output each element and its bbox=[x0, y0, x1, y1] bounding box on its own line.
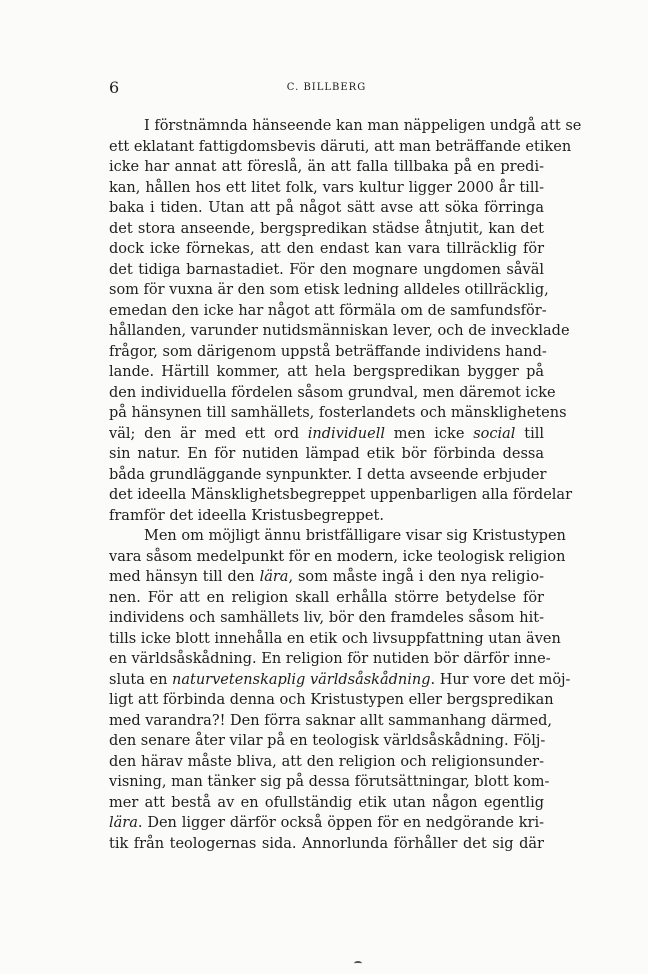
text-line: väl; den är med ett ord individuell men icke social till bbox=[109, 425, 545, 442]
text-line: som för vuxna är den som etisk ledning alldeles otillräcklig, bbox=[109, 282, 549, 298]
text-line: tik från teologernas sida. Annorlunda förhåller det sig där bbox=[109, 835, 544, 852]
text-line: nen. För att en religion skall erhålla större betydelse för bbox=[109, 589, 544, 606]
text-line: vara såsom medelpunkt för en modern, icke teologisk religion bbox=[109, 548, 566, 565]
text-line: ett eklatant fattigdomsbevis däruti, att man beträffande etiken bbox=[109, 138, 572, 155]
text-line: framför det ideella Kristusbegreppet. bbox=[109, 507, 384, 524]
text-line: ligt att förbinda denna och Kristustypen eller bergspredikan bbox=[109, 692, 554, 708]
text-line: kan, hållen hos ett litet folk, vars kultur ligger 2000 år till- bbox=[109, 179, 544, 196]
text-line: den senare åter vilar på en teologisk världsåskådning. Följ- bbox=[109, 733, 546, 749]
text-line: Men om möjligt ännu bristfälligare visar sig Kristustypen bbox=[144, 528, 566, 544]
text-line: båda grundläggande synpunkter. I detta avseende erbjuder bbox=[109, 466, 547, 483]
running-head: C. BILLBERG bbox=[286, 82, 367, 93]
text-line: det ideella Mänsklighetsbegreppet uppenbarligen alla fördelar bbox=[109, 487, 572, 503]
text-line: den härav måste bliva, att den religion och religionsunder- bbox=[109, 753, 544, 770]
text-line: den individuella fördelen såsom grundval, men däremot icke bbox=[109, 384, 556, 401]
text-line: I förstnämnda hänseende kan man näppeligen undgå att se bbox=[144, 118, 582, 134]
page-header bbox=[109, 78, 544, 98]
text-line: icke har annat att föreslå, än att falla tillbaka på en predi- bbox=[109, 159, 544, 175]
text-line: på hänsynen till samhällets, fosterlandets och mänsklighetens bbox=[109, 405, 567, 421]
text-line: lära. Den ligger därför också öppen för en nedgörande kri- bbox=[109, 815, 544, 831]
text-line: frågor, som därigenom uppstå beträffande individens hand- bbox=[109, 343, 547, 360]
text-line: med varandra?! Den förra saknar allt sammanhang därmed, bbox=[109, 712, 553, 729]
text-line: individens och samhällets liv, bör den framdeles såsom hit- bbox=[109, 610, 544, 626]
text-line: emedan den icke har något att förmäla om de samfundsför- bbox=[109, 302, 547, 319]
text-line: visning, man tänker sig på dessa förutsättningar, blott kom- bbox=[109, 774, 550, 790]
text-line: tills icke blott innehålla en etik och livsuppfattning utan även bbox=[109, 630, 561, 647]
page-number: 6 bbox=[109, 78, 120, 97]
body-text bbox=[109, 116, 582, 854]
text-line: baka i tiden. Utan att på något sätt avse att söka förringa bbox=[109, 200, 544, 216]
text-line: det tidiga barnastadiet. För den mognare ungdomen såväl bbox=[109, 261, 544, 278]
text-line: sin natur. En för nutiden lämpad etik bör förbinda dessa bbox=[109, 446, 544, 462]
text-line: dock icke förnekas, att den endast kan vara tillräcklig för bbox=[109, 241, 544, 257]
text-line: en världsåskådning. En religion för nutiden bör därför inne- bbox=[109, 651, 551, 667]
text-line: mer att bestå av en ofullständig etik utan någon egentlig bbox=[109, 794, 544, 811]
text-line: sluta en naturvetenskaplig världsåskådning. Hur vore det möj- bbox=[109, 671, 571, 688]
text-line: med hänsyn till den lära, som måste ingå i den nya religio- bbox=[109, 569, 544, 585]
paragraph-1 bbox=[109, 116, 582, 526]
text-line: hållanden, varunder nutidsmänniskan lever, och de invecklade bbox=[109, 323, 570, 339]
paragraph-2 bbox=[109, 526, 571, 854]
text-line: det stora anseende, bergspredikan städse åtnjutit, kan det bbox=[109, 220, 544, 237]
page-mark bbox=[354, 961, 362, 966]
text-line: lande. Härtill kommer, att hela bergspredikan bygger på bbox=[109, 364, 544, 380]
